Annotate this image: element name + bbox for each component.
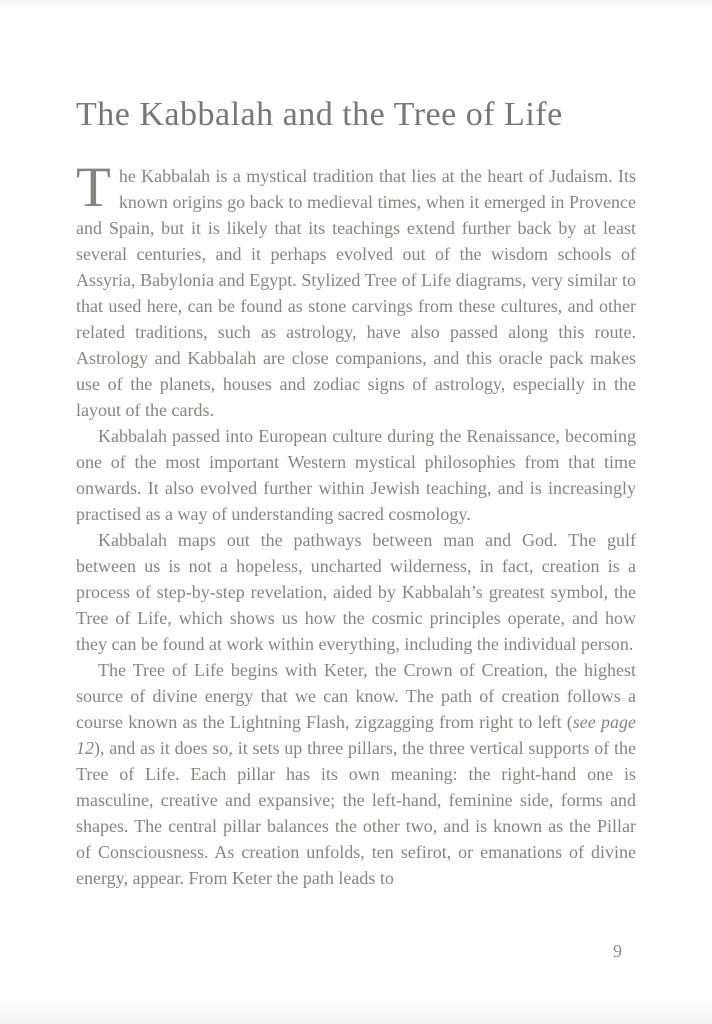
paragraph xyxy=(76,657,636,891)
text-segment: Kabbalah maps out the pathways between man and God. The gulf between us is not a hopeless, uncharted wilderness, in fact, creation is a process of step-by-step revelation, aided by Kabbalah’s greatest symbol, the Tree of Life, which shows us how the cosmic principles operate, and how they can be found at work within everything, including the individual person. xyxy=(76,530,636,654)
text-segment: ), and as it does so, it sets up three pillars, the three vertical supports of the Tree of Life. Each pillar has its own meaning: the right-hand one is masculine, creative and expansive; the left-hand, feminine side, forms and shapes. The central pillar balances the other two, and is known as the Pillar of Consciousness. As creation unfolds, ten sefirot, or emanations of divine energy, appear. From Keter the path leads to xyxy=(76,738,636,888)
drop-cap: T xyxy=(76,156,111,219)
text-segment: he Kabbalah is a mystical tradition that lies at the heart of Judaism. Its known origins go back to medieval times, when it emerged in Provence and Spain, but it is likely that its teachings extend further back by at least several centuries, and it perhaps evolved out of the wisdom schools of Assyria, Babylonia and Egypt. Stylized Tree of Life diagrams, very similar to that used here, can be found as stone carvings from these cultures, and other related traditions, such as astrology, have also passed along this route. Astrology and Kabbalah are close companions, and this oracle pack makes use of the planets, houses and zodiac signs of astrology, especially in the layout of the cards. xyxy=(76,166,636,420)
chapter-title: The Kabbalah and the Tree of Life xyxy=(76,96,563,133)
paragraph xyxy=(76,423,636,527)
text-segment: Kabbalah passed into European culture during the Renaissance, becoming one of the most important Western mystical philosophies from that time onwards. It also evolved further within Jewish teaching, and is increasingly practised as a way of understanding sacred cosmology. xyxy=(76,426,636,524)
paragraph xyxy=(76,156,636,423)
text-segment: The Tree of Life begins with Keter, the Crown of Creation, the highest source of divine energy that we can know. The path of creation follows a course known as the Lightning Flash, zigzagging from right to left ( xyxy=(76,660,636,732)
article-body xyxy=(76,156,636,891)
page-number: 9 xyxy=(613,941,622,961)
paragraph xyxy=(76,527,636,657)
text-segment: see page 12 xyxy=(76,712,636,758)
